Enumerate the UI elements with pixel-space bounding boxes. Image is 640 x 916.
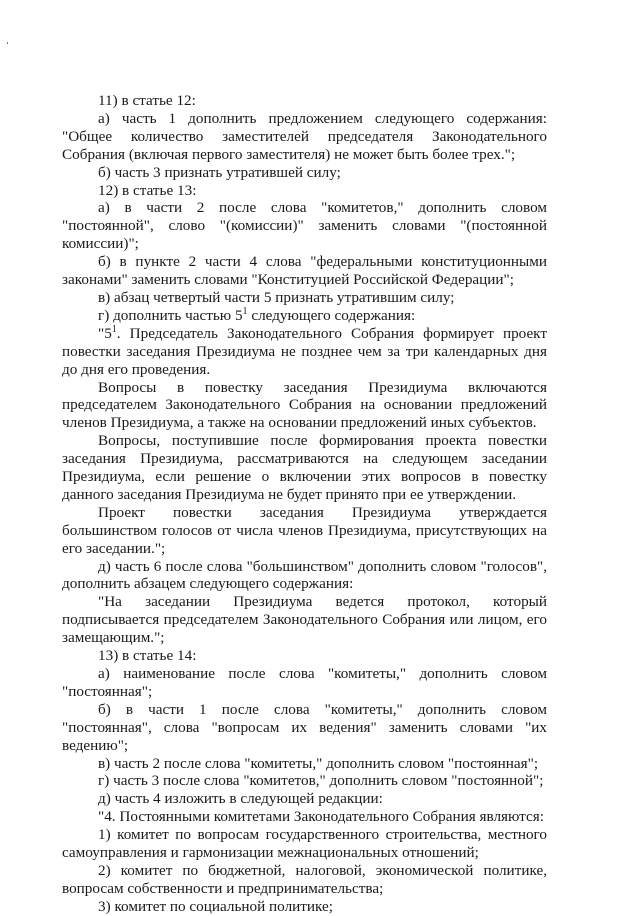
paragraph: "На заседании Президиума ведется протокол, который подписывается председателем Законодательного Собрания или лицом, его замещающим."; bbox=[62, 593, 547, 647]
paragraph: 13) в статье 14: bbox=[98, 647, 197, 665]
paragraph: 11) в статье 12: bbox=[98, 92, 196, 109]
paragraph: б) в пункте 2 части 4 слова "федеральными конституционными законами" заменить словами "Конституцией Российской Федерации"; bbox=[62, 253, 547, 289]
paragraph: б) в части 1 после слова "комитеты," дополнить словом "постоянная", слова "вопросам их ведения" заменить словами "их ведению"; bbox=[62, 700, 547, 754]
paragraph: д) часть 6 после слова "большинством" дополнить словом "голосов", дополнить абзацем следующего содержания: bbox=[62, 557, 547, 593]
paragraph: в) часть 2 после слова "комитеты," дополнить словом "постоянная"; bbox=[98, 754, 539, 772]
paragraph: а) часть 1 дополнить предложением следующего содержания: "Общее количество заместителей председателя Законодательного Собрания (включая первого заместителя) не может быть более трех."; bbox=[62, 109, 547, 163]
paragraph: 2) комитет по бюджетной, налоговой, экономической политике, вопросам собственности и предпринимательства; bbox=[62, 861, 547, 897]
paragraph: 12) в статье 13: bbox=[98, 181, 197, 199]
paragraph: в) абзац четвертый части 5 признать утратившим силу; bbox=[98, 288, 455, 306]
paragraph: 3) комитет по социальной политике; bbox=[98, 897, 333, 915]
scan-mark bbox=[7, 42, 8, 44]
paragraph: 1) комитет по вопросам государственного строительства, местного самоуправления и гармонизации межнациональных отношений; bbox=[62, 826, 547, 862]
paragraph: "$5^1$. Председатель Законодательного Собрания формирует проект повестки заседания Президиума не позднее чем за три календарных дня до дня его проведения. bbox=[62, 323, 547, 378]
paragraph: Проект повестки заседания Президиума утверждается большинством голосов от числа членов Президиума, присутствующих на его заседании."; bbox=[62, 503, 547, 557]
paragraph: а) наименование после слова "комитеты," дополнить словом "постоянная"; bbox=[62, 665, 547, 700]
paragraph: г) дополнить частью $5^1$ следующего содержания: bbox=[98, 305, 416, 324]
document-body bbox=[62, 92, 547, 916]
paragraph: а) в части 2 после слова "комитетов," дополнить словом "постоянной", слово "(комиссии)" заменить словами "(постоянной комиссии)"; bbox=[62, 199, 547, 253]
paragraph: д) часть 4 изложить в следующей редакции: bbox=[98, 790, 383, 808]
paragraph: б) часть 3 признать утратившей силу; bbox=[98, 163, 341, 181]
paragraph: Вопросы, поступившие после формирования проекта повестки заседания Президиума, рассматриваются на следующем заседании Президиума, если решение о включении этих вопросов в повестку данного заседания Президиума не будет принято при ее утверждении. bbox=[62, 432, 547, 503]
paragraph: "4. Постоянными комитетами Законодательного Собрания являются: bbox=[98, 808, 544, 826]
paragraph: г) часть 3 после слова "комитетов," дополнить словом "постоянной"; bbox=[98, 772, 544, 790]
paragraph: Вопросы в повестку заседания Президиума включаются председателем Законодательного Собрания на основании предложений членов Президиума, а также на основании предложений иных субъектов. bbox=[62, 378, 547, 432]
